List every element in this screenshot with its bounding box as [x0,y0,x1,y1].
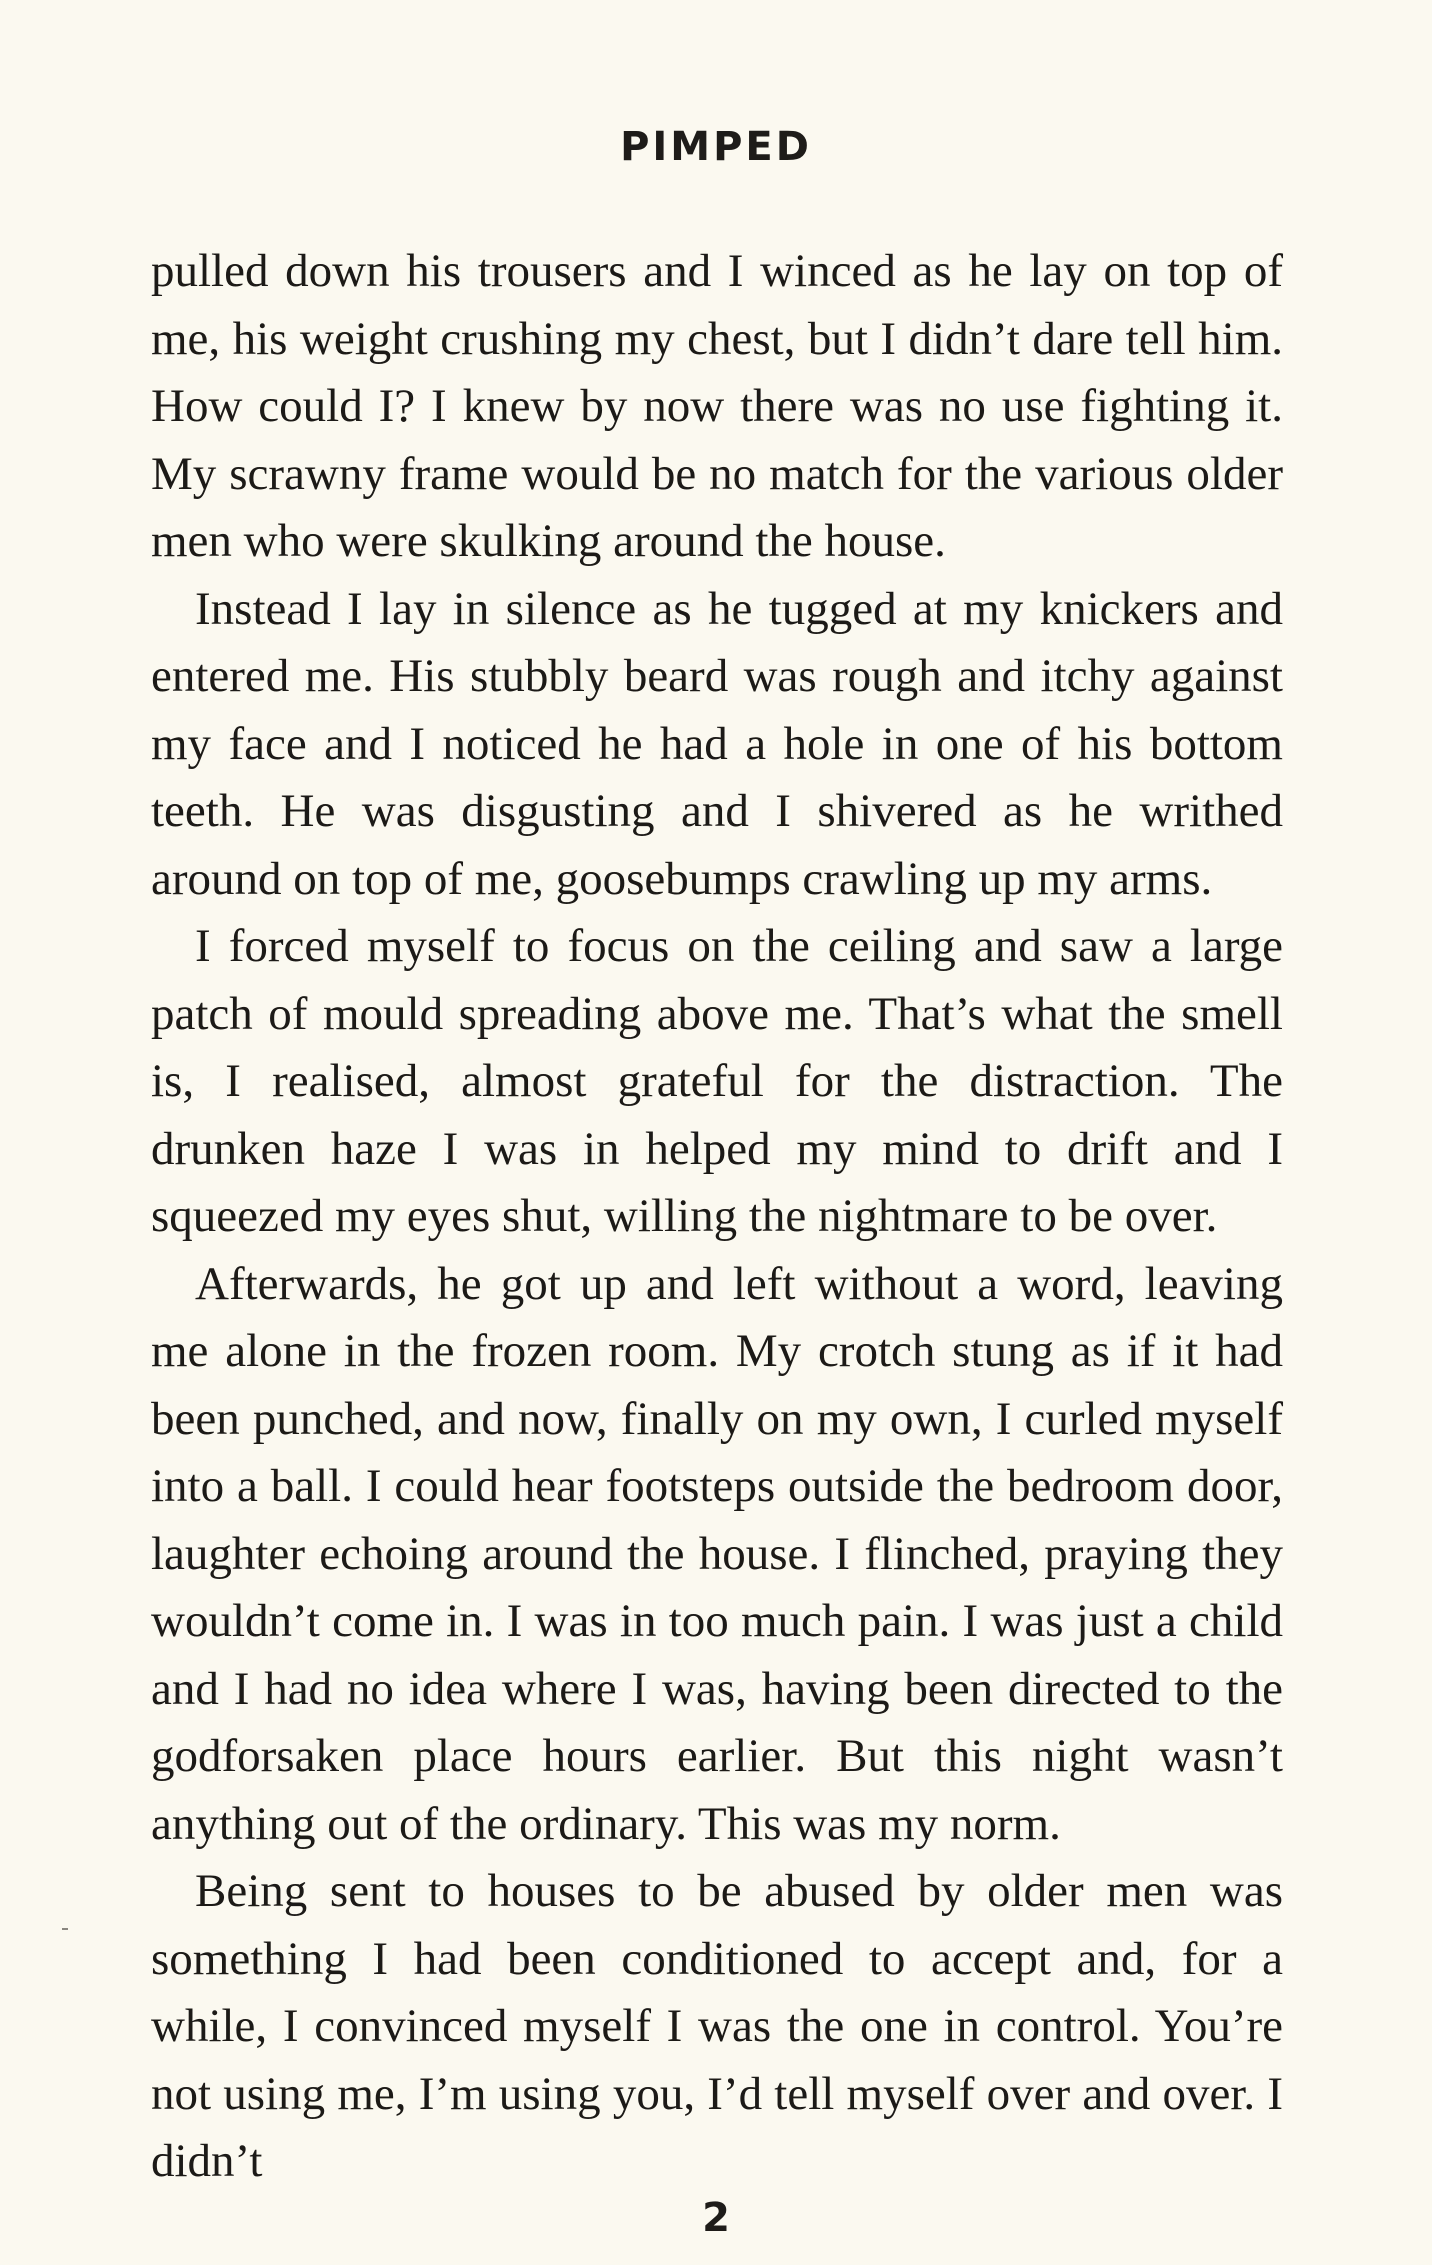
paragraph-5: Being sent to houses to be abused by older men was something I had been conditioned to accept and, for a while, I convinced myself I was the one in control. You’re not using me, I’m using you, I’d tell myself over and over. I didn’t [151,1865,1283,2187]
running-head: PIMPED [620,124,812,170]
paragraph-4: Afterwards, he got up and left without a word, leaving me alone in the frozen room. My crotch stung as if it had been punched, and now, finally on my own, I curled myself into a ball. I could hear footsteps outside the bedroom door, laughter echoing around the house. I flinched, praying they wouldn’t come in. I was in too much pain. I was just a child and I had no idea where I was, having been directed to the godforsaken place hours earlier. But this night wasn’t anything out of the ordinary. This was my norm. [151,1257,1283,1850]
paragraph-3: I forced myself to focus on the ceiling and saw a large patch of mould spreading above me. That’s what the smell is, I realised, almost grateful for the distraction. The drunken haze I was in helped my mind to drift and I squeezed my eyes shut, willing the nightmare to be over. [151,920,1283,1242]
body-text [151,238,1283,2196]
scan-speck [62,1928,68,1930]
page-number: 2 [702,2195,730,2241]
paragraph-1: pulled down his trousers and I winced as he lay on top of me, his weight crushing my chest, but I didn’t dare tell him. How could I? I knew by now there was no use fighting it. My scrawny frame would be no match for the various older men who were skulking around the house. [151,245,1283,567]
paragraph-2: Instead I lay in silence as he tugged at my knickers and entered me. His stubbly beard was rough and itchy against my face and I noticed he had a hole in one of his bottom teeth. He was disgusting and I shivered as he writhed around on top of me, goosebumps crawling up my arms. [151,582,1283,905]
